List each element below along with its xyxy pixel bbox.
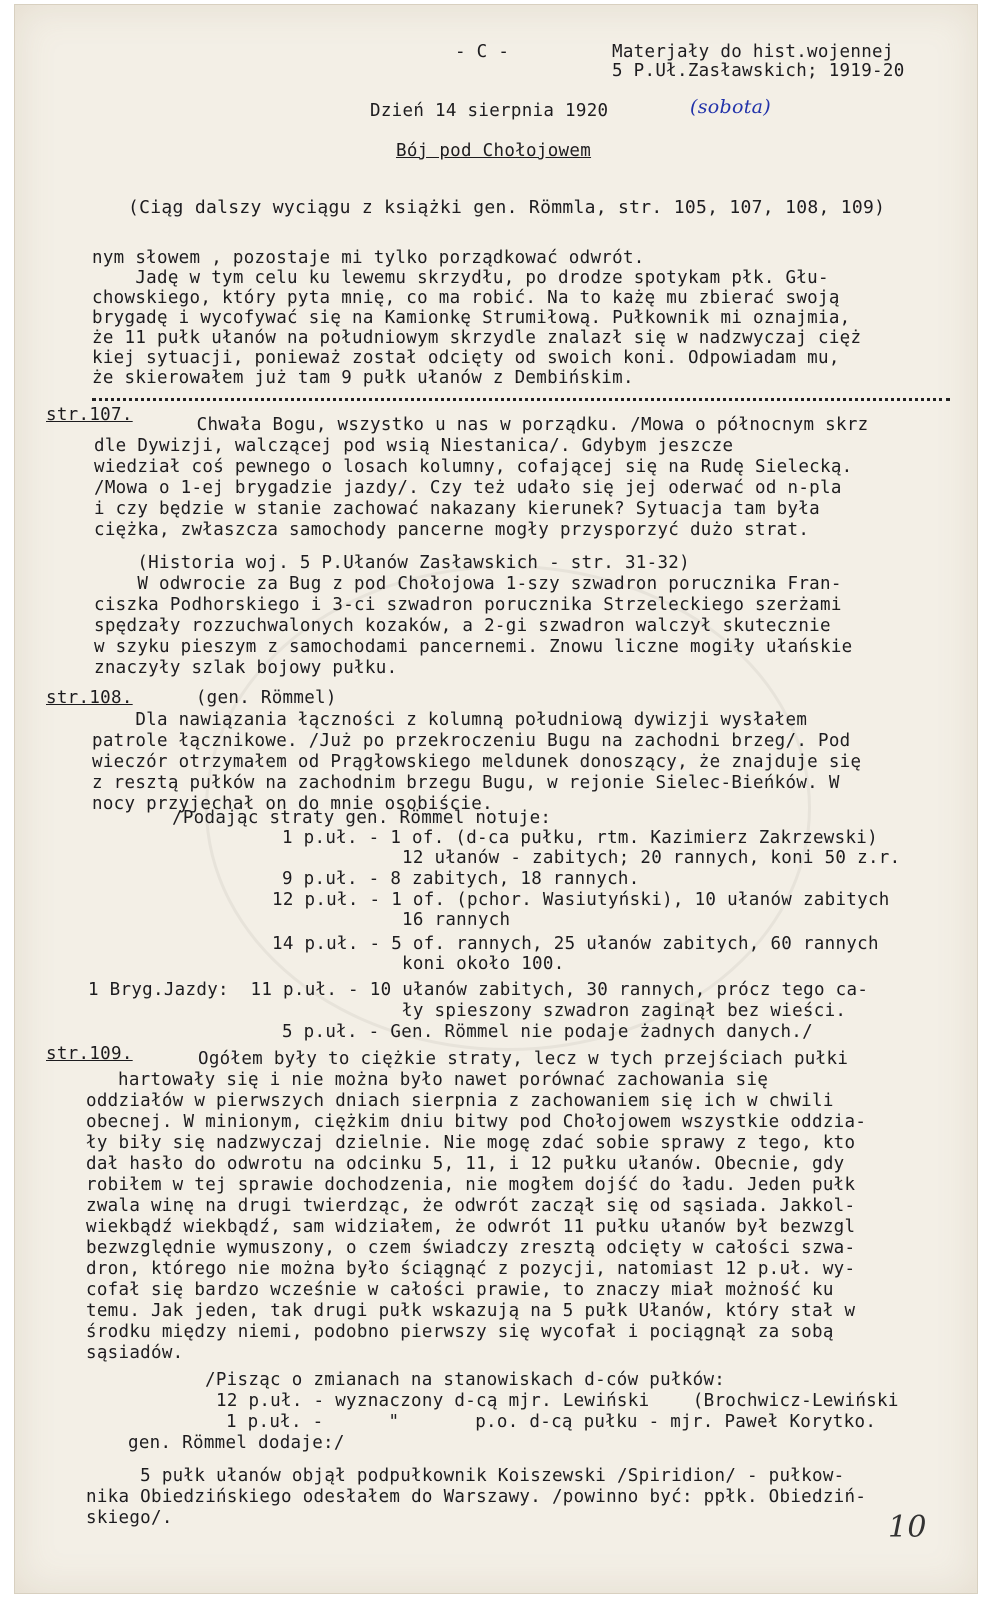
page-ref-108: str.108. xyxy=(46,688,133,708)
text-line: w szyku pieszym z samochodami pancernemi. Znowu liczne mogiły ułańskie xyxy=(94,637,853,657)
text-line: nocy przyjechał on do mnie osobiście. xyxy=(92,794,493,814)
text-line: dle Dywizji, walczącej pod wsią Niestanica/. Gdybym jeszcze xyxy=(94,436,734,456)
text-line: brygadę i wycofywać się na Kamionkę Strumiłową. Pułkownik mi oznajmia, xyxy=(92,308,851,328)
text-line: nym słowem , pozostaje mi tylko porządkować odwrót. xyxy=(92,248,645,268)
text-line: bezwzględnie wymuszony, o czem świadczy zresztą odcięty w całości szwa- xyxy=(86,1238,856,1258)
text-line: patrole łącznikowe. /Już po przekroczeniu Bugu na zachodni brzeg/. Pod xyxy=(92,731,851,751)
text-line: Jadę w tym celu ku lewemu skrzydłu, po drodze spotykam płk. Głu- xyxy=(92,268,829,288)
text-line: dał hasło do odwrotu na odcinku 5, 11, i 12 pułku ułanów. Obecnie, gdy xyxy=(86,1154,845,1174)
text-line: gen. Römmel dodaje:/ xyxy=(128,1433,345,1453)
subtitle: (Ciąg dalszy wyciągu z książki gen. Römmla, str. 105, 107, 108, 109) xyxy=(128,197,886,218)
text-line: (gen. Römmel) xyxy=(120,688,337,708)
text-line: chowskiego, który pyta mnię, co ma robić. Na to każę mu zbierać swoją xyxy=(92,288,840,308)
loss-entry: 14 p.uł. - 5 of. rannych, 25 ułanów zabitych, 60 rannych xyxy=(272,934,879,954)
text-line: środku między niemi, podobno pierwszy się wycofał i pociągnął za sobą xyxy=(86,1322,834,1342)
loss-entry: 1 Bryg.Jazdy: 11 p.uł. - 10 ułanów zabitych, 30 rannych, prócz tego ca- xyxy=(88,980,869,1000)
date-line: Dzień 14 sierpnia 1920 xyxy=(370,101,609,121)
handwritten-note: (sobota) xyxy=(690,96,771,118)
page-title: Bój pod Chołojowem xyxy=(396,141,592,161)
appointment-entry: 1 p.uł. - " p.o. d-cą pułku - mjr. Paweł Korytko. xyxy=(226,1412,877,1432)
text-line: z resztą pułków na zachodnim brzegu Bugu, w rejonie Sielec-Bieńków. W xyxy=(92,773,840,793)
text-line: ły biły się nadzwyczaj dzielnie. Nie mogę zdać sobie sprawy z tego, kto xyxy=(86,1133,856,1153)
text-line: nika Obiedzińskiego odesłałem do Warszawy. /powinno być: ppłk. Obiedziń- xyxy=(86,1487,867,1507)
text-line: ciężka, zwłaszcza samochody pancerne mogły przysporzyć dużo strat. xyxy=(94,520,810,540)
text-line: Ogółem były to ciężkie straty, lecz w tych przejściach pułki xyxy=(198,1049,849,1069)
loss-entry: 5 p.uł. - Gen. Römmel nie podaje żadnych danych./ xyxy=(282,1022,813,1042)
text-line: wieczór otrzymałem od Prągłowskiego meldunek donoszący, że znajduje się xyxy=(92,752,862,772)
text-line: /Mowa o 1-ej brygadzie jazdy/. Czy też udało się jej oderwać od n-pla xyxy=(94,478,842,498)
page-marker: - C - xyxy=(455,42,510,62)
text-line: /Podając straty gen. Römmel notuje: xyxy=(172,808,552,828)
text-line: /Pisząc o zmianach na stanowiskach d-ców pułków: xyxy=(140,1370,726,1390)
appointment-entry: 12 p.uł. - wyznaczony d-cą mjr. Lewiński (Brochwicz-Lewiński xyxy=(216,1391,899,1411)
text-line: że skierowałem już tam 9 pułk ułanów z Dembińskim. xyxy=(92,368,634,388)
text-line: hartowały się i nie można było nawet porównać zachowania się xyxy=(118,1070,769,1090)
text-line: robiłem w tej sprawie dochodzenia, nie mogłem dojść do ładu. Jeden pułk xyxy=(86,1175,856,1195)
text-line: sąsiadów. xyxy=(86,1343,184,1363)
loss-entry: 16 rannych xyxy=(402,910,511,930)
source-line-1: Materjały do hist.wojennej xyxy=(612,42,894,62)
page-ref-107: str.107. xyxy=(46,405,133,425)
loss-entry: 9 p.uł. - 8 zabitych, 18 rannych. xyxy=(282,869,640,889)
text-line: że 11 pułk ułanów na południowym skrzydle znalazł się w nadzwyczaj cięż xyxy=(92,328,862,348)
text-line: W odwrocie za Bug z pod Chołojowa 1-szy szwadron porucznika Fran- xyxy=(94,574,842,594)
text-line: (Historia woj. 5 P.Ułanów Zasławskich - str. 31-32) xyxy=(94,553,690,573)
text-line: wiedział coś pewnego o losach kolumny, cofającej się na Rudę Sielecką. xyxy=(94,457,853,477)
text-line: Chwała Bogu, wszystko u nas w porządku. /Mowa o północnym skrz xyxy=(110,415,869,435)
text-line: cofał się bardzo wcześnie w całości prawie, to znaczy miał możność ku xyxy=(86,1280,834,1300)
text-line: dron, którego nie można było ściągnąć z pozycji, natomiast 12 p.uł. wy- xyxy=(86,1259,856,1279)
text-line: oddziałów w pierwszych dniach sierpnia z zachowaniem się ich w chwili xyxy=(86,1091,834,1111)
text-line: kiej sytuacji, ponieważ został odcięty od swoich koni. Odpowiadam mu, xyxy=(92,348,840,368)
text-line: spędzały rozzuchwalonych kozaków, a 2-gi szwadron walczył skutecznie xyxy=(94,616,831,636)
loss-entry: 1 p.uł. - 1 of. (d-ca pułku, rtm. Kazimierz Zakrzewski) xyxy=(282,828,878,848)
page-ref-109: str.109. xyxy=(46,1044,133,1064)
text-line: i czy będzie w stanie zachować nakazany kierunek? Sytuacja tam była xyxy=(94,499,821,519)
source-line-2: 5 P.Uł.Zasławskich; 1919-20 xyxy=(612,61,905,81)
text-line: 5 pułk ułanów objął podpułkownik Koiszewski /Spiridion/ - pułkow- xyxy=(86,1466,845,1486)
text-line: znaczyły szlak bojowy pułku. xyxy=(94,658,398,678)
page-number: 10 xyxy=(888,1510,927,1545)
loss-entry: ły spieszony szwadron zaginął bez wieści. xyxy=(402,1001,847,1021)
text-line: obecnej. W minionym, ciężkim dniu bitwy pod Chołojowem wszystkie oddzia- xyxy=(86,1112,867,1132)
text-line: temu. Jak jeden, tak drugi pułk wskazują na 5 pułk Ułanów, który stał w xyxy=(86,1301,856,1321)
text-line: skiego/. xyxy=(86,1508,173,1528)
text-line: zwala winę na drugi twierdząc, że odwrót zaczął się od sąsiada. Jakkol- xyxy=(86,1196,856,1216)
loss-entry: koni około 100. xyxy=(402,954,565,974)
text-line: ciszka Podhorskiego i 3-ci szwadron porucznika Strzeleckiego szerżami xyxy=(94,595,842,615)
loss-entry: 12 p.uł. - 1 of. (pchor. Wasiutyński), 10 ułanów zabitych xyxy=(272,890,890,910)
dotted-separator xyxy=(92,398,950,401)
text-line: wiekbądź wiekbądź, sam widziałem, że odwrót 11 pułku ułanów był bezwzgl xyxy=(86,1217,856,1237)
loss-entry: 12 ułanów - zabitych; 20 rannych, koni 50 z.r. xyxy=(402,848,901,868)
text-line: Dla nawiązania łączności z kolumną południową dywizji wysłałem xyxy=(92,710,808,730)
